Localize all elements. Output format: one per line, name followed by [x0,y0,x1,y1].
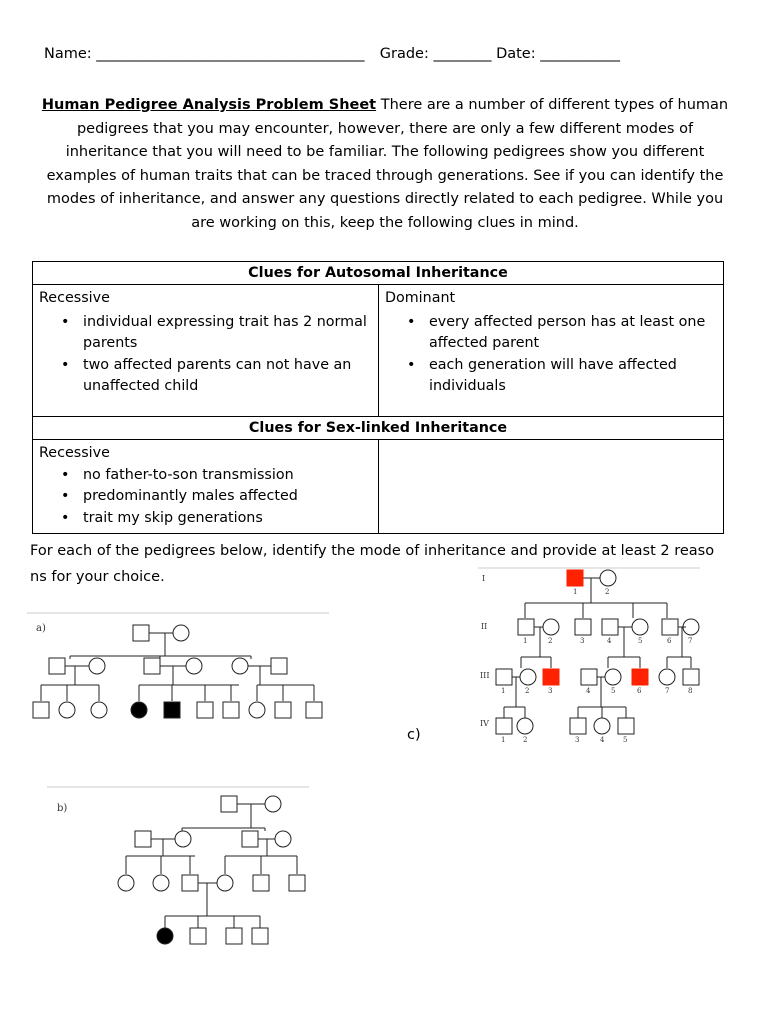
sexlinked-empty-cell [379,440,724,534]
list-item: • individual expressing trait has 2 normal parents [83,312,372,355]
list-item: • no father-to-son transmission [83,465,372,487]
affected-male-symbol [543,669,559,685]
autosomal-dominant-cell [379,285,724,417]
num-III-6: 6 [637,687,642,695]
pedigree-b [47,786,309,956]
num-II-5: 5 [638,637,643,645]
list-item: • trait my skip generations [83,508,372,530]
num-II-6: 6 [667,637,672,645]
grade-field[interactable]: ________ [433,46,492,62]
num-I-1: 1 [573,588,578,596]
num-II-7: 7 [688,637,693,645]
num-III-8: 8 [688,687,693,695]
num-III-1: 1 [501,687,506,695]
sexlinked-recessive-label: Recessive [39,445,110,461]
instructions: For each of the pedigrees below, identify the mode of inheritance and provide at least 2 reaso ns for your choice. [30,543,715,585]
num-II-4: 4 [607,637,612,645]
autosomal-header: Clues for Autosomal Inheritance [33,262,724,285]
num-II-2: 2 [548,637,553,645]
num-II-3: 3 [580,637,585,645]
num-IV-5: 5 [623,736,628,744]
sexlinked-list [39,465,372,530]
num-III-4: 4 [586,687,591,695]
affected-male-symbol [567,570,583,586]
list-item: • each generation will have affected individuals [429,355,717,398]
list-item: • two affected parents can not have an unaffected child [83,355,372,398]
list-item: • predominantly males affected [83,486,372,508]
name-field[interactable]: _____________________________________ [96,46,365,62]
sexlinked-recessive-cell [33,440,379,534]
dominant-list [385,312,717,398]
affected-male-symbol [632,669,648,685]
num-III-7: 7 [665,687,670,695]
recessive-list [39,312,372,398]
sexlinked-header: Clues for Sex-linked Inheritance [33,417,724,440]
grade-label: Grade: [379,46,429,62]
name-label: Name: [44,46,92,62]
header-line [44,46,734,62]
clues-table [32,261,724,534]
gen-label-1: I [482,574,486,583]
num-III-3: 3 [548,687,553,695]
num-II-1: 1 [523,637,528,645]
date-field[interactable]: ___________ [540,46,620,62]
recessive-label: Recessive [39,290,110,306]
affected-female-symbol [157,928,173,944]
num-I-2: 2 [605,588,610,596]
gen-label-2: II [481,622,488,631]
pedigree-b-label: b) [57,803,68,814]
gen-label-3: III [480,671,490,680]
pedigree-a [27,612,329,732]
dominant-label: Dominant [385,290,456,306]
pedigree-c [478,567,700,745]
affected-female-symbol [131,702,147,718]
intro-body: There are a number of different types of human pedigrees that you may encounter, however, there are only a few different modes of inheritance that you will need to be familiar. The following pedigrees show you different examples of human traits that can be traced through generations. See if you can identify the modes of inheritance, and answer any questions directly related to each pedigree. While you are working on this, keep the following clues in mind. [46,97,729,231]
gen-label-4: IV [480,719,489,728]
num-IV-4: 4 [600,736,605,744]
list-item: • every affected person has at least one affected parent [429,312,717,355]
intro-paragraph [40,94,730,236]
pedigree-a-label: a) [36,623,46,634]
num-IV-2: 2 [523,736,528,744]
date-label: Date: [496,46,536,62]
affected-male-symbol [164,702,180,718]
num-IV-1: 1 [501,736,506,744]
worksheet-title: Human Pedigree Analysis Problem Sheet [41,97,377,113]
pedigree-c-label: c) [407,727,421,743]
num-III-2: 2 [525,687,530,695]
num-IV-3: 3 [575,736,580,744]
num-III-5: 5 [611,687,616,695]
autosomal-recessive-cell [33,285,379,417]
